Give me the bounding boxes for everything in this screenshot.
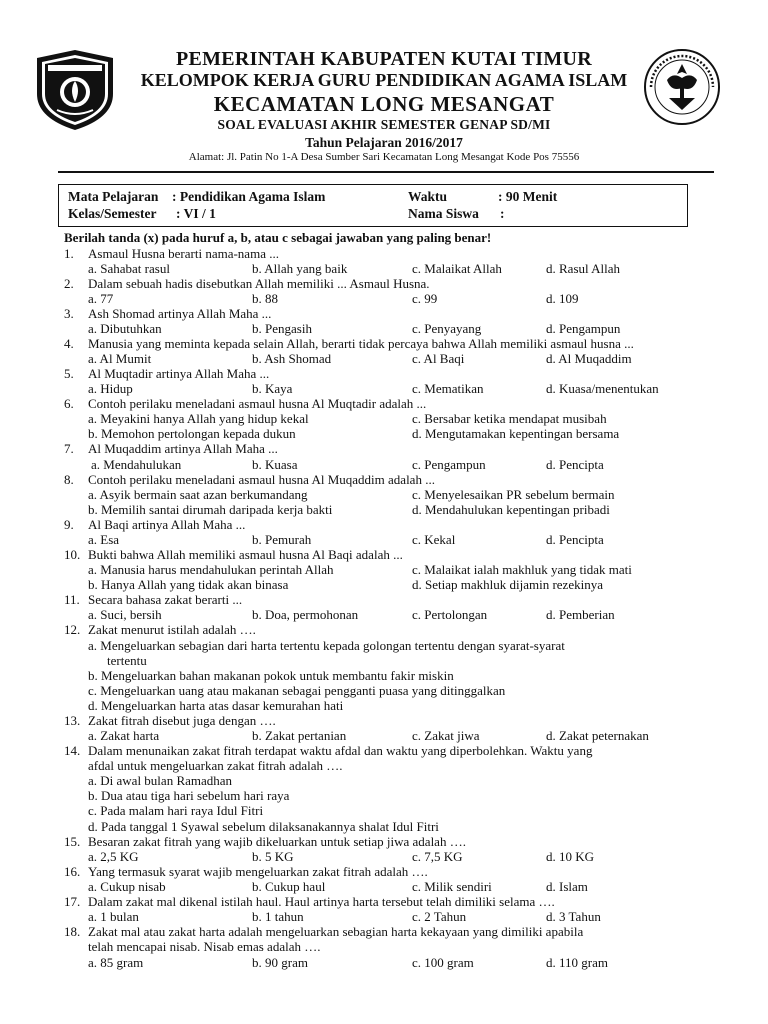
option-a: a. Di awal bulan Ramadhan (88, 773, 233, 788)
option-d: d. 109 (546, 291, 579, 306)
option-d: d. 3 Tahun (546, 909, 601, 924)
address: Alamat: Jl. Patin No 1-A Desa Sumber Sari Kecamatan Long Mesangat Kode Pos 75556 (188, 151, 580, 163)
option-a: a. Manusia harus mendahulukan perintah Allah (88, 562, 334, 577)
question-text: Contoh perilaku meneladani asmaul husna Al Muqtadir adalah ... (88, 396, 427, 411)
academic-year: Tahun Pelajaran 2016/2017 (305, 135, 463, 150)
question-number: 2. (64, 276, 74, 291)
option-d: d. 110 gram (546, 955, 608, 970)
option-d: d. Islam (546, 879, 588, 894)
question-text: Secara bahasa zakat berarti ... (88, 592, 243, 607)
option-c: c. Menyelesaikan PR sebelum bermain (412, 487, 615, 502)
question-text: Manusia yang meminta kepada selain Allah, berarti tidak percaya bahwa Allah memiliki asmaul husna ... (88, 336, 634, 351)
question-text: Dalam zakat mal dikenal istilah haul. Haul artinya harta tersebut telah dimiliki selama …. (88, 894, 555, 909)
option-a: a. Suci, bersih (88, 607, 162, 622)
option-b: b. Allah yang baik (252, 261, 348, 276)
question-text: Zakat fitrah disebut juga dengan …. (88, 713, 276, 728)
question-text: afdal untuk mengeluarkan zakat fitrah adalah …. (88, 758, 343, 773)
option-d: d. Setiap makhluk dijamin rezekinya (412, 577, 603, 592)
question-text: Dalam sebuah hadis disebutkan Allah memiliki ... Asmaul Husna. (88, 276, 430, 291)
option-b: b. Hanya Allah yang tidak akan binasa (88, 577, 289, 592)
option-a: a. Zakat harta (88, 728, 160, 743)
question-number: 3. (64, 306, 74, 321)
question-number: 11. (64, 592, 80, 607)
option-c: c. Malaikat ialah makhluk yang tidak mati (412, 562, 632, 577)
option-b: b. Memohon pertolongan kepada dukun (88, 426, 296, 441)
question-number: 1. (64, 246, 74, 261)
option-b: b. Cukup haul (252, 879, 326, 894)
question-text: Zakat menurut istilah adalah …. (88, 622, 256, 637)
option-b: b. Zakat pertanian (252, 728, 347, 743)
option-b: b. Kuasa (252, 457, 298, 472)
option-a: a. Mengeluarkan sebagian dari harta tertentu kepada golongan tertentu dengan syarat-syarat (88, 638, 565, 653)
header-divider (58, 171, 714, 173)
option-a: a. 2,5 KG (88, 849, 139, 864)
option-d: d. Pada tanggal 1 Syawal sebelum dilaksanakannya shalat Idul Fitri (88, 819, 439, 834)
option-c: c. Milik sendiri (412, 879, 492, 894)
option-a: a. Meyakini hanya Allah yang hidup kekal (88, 411, 309, 426)
question-text: telah mencapai nisab. Nisab emas adalah …. (88, 939, 321, 954)
option-c: c. 99 (412, 291, 438, 306)
question-number: 10. (64, 547, 81, 562)
option-a: a. 85 gram (88, 955, 144, 970)
question-number: 15. (64, 834, 81, 849)
header-district: KECAMATAN LONG MESANGAT (213, 92, 555, 116)
option-d: d. Rasul Allah (546, 261, 621, 276)
name-label: Nama Siswa (408, 206, 479, 221)
option-a: a. Asyik bermain saat azan berkumandang (88, 487, 308, 502)
question-text: Al Muqaddim artinya Allah Maha ... (88, 441, 278, 456)
option-c: c. Al Baqi (412, 351, 465, 366)
option-b: b. Memilih santai dirumah daripada kerja bakti (88, 502, 333, 517)
option-a: a. 1 bulan (88, 909, 139, 924)
option-a: a. Dibutuhkan (88, 321, 162, 336)
option-b: b. Doa, permohonan (252, 607, 359, 622)
question-number: 13. (64, 713, 81, 728)
question-text: Ash Shomad artinya Allah Maha ... (88, 306, 272, 321)
question-text: Bukti bahwa Allah memiliki asmaul husna Al Baqi adalah ... (88, 547, 403, 562)
question-number: 6. (64, 396, 74, 411)
option-c: c. Mengeluarkan uang atau makanan sebagai pengganti puasa yang ditinggalkan (88, 683, 506, 698)
option-c: c. 100 gram (412, 955, 474, 970)
option-c: c. Mematikan (412, 381, 484, 396)
option-d: d. Pencipta (546, 457, 604, 472)
option-b: b. Kaya (252, 381, 293, 396)
option-b: b. 1 tahun (252, 909, 304, 924)
class-value: : VI / 1 (176, 206, 216, 221)
instruction: Berilah tanda (x) pada huruf a, b, atau c sebagai jawaban yang paling benar! (64, 230, 492, 245)
question-number: 5. (64, 366, 74, 381)
question-text: Contoh perilaku meneladani asmaul husna Al Muqaddim adalah ... (88, 472, 435, 487)
option-d: d. Pemberian (546, 607, 615, 622)
time-label: Waktu (408, 189, 448, 204)
question-number: 12. (64, 622, 81, 637)
option-a: a. 77 (88, 291, 114, 306)
option-c: c. Kekal (412, 532, 456, 547)
question-number: 16. (64, 864, 81, 879)
option-d: d. Mengutamakan kepentingan bersama (412, 426, 620, 441)
option-c: c. Malaikat Allah (412, 261, 502, 276)
question-text: Besaran zakat fitrah yang wajib dikeluarkan untuk setiap jiwa adalah …. (88, 834, 466, 849)
option-c: c. Bersabar ketika mendapat musibah (412, 411, 607, 426)
option-d: d. Al Muqaddim (546, 351, 632, 366)
question-number: 18. (64, 924, 81, 939)
option-d: d. Mengeluarkan harta atas dasar kemurahan hati (88, 698, 344, 713)
option-b: b. Pemurah (252, 532, 312, 547)
option-d: d. Pengampun (546, 321, 621, 336)
option-b: b. 90 gram (252, 955, 308, 970)
question-number: 9. (64, 517, 74, 532)
time-value: : 90 Menit (498, 189, 558, 204)
exam-title: SOAL EVALUASI AKHIR SEMESTER GENAP SD/MI (217, 117, 551, 132)
header-title: PEMERINTAH KABUPATEN KUTAI TIMUR (175, 48, 593, 70)
question-number: 14. (64, 743, 81, 758)
option-b: b. Mengeluarkan bahan makanan pokok untuk membantu fakir miskin (88, 668, 454, 683)
option-a: a. Cukup nisab (88, 879, 166, 894)
question-number: 4. (64, 336, 74, 351)
option-d: d. Pencipta (546, 532, 604, 547)
question-text: Asmaul Husna berarti nama-nama ... (88, 246, 279, 261)
question-number: 7. (64, 441, 74, 456)
option-b: b. Dua atau tiga hari sebelum hari raya (88, 788, 290, 803)
option-c: c. Penyayang (412, 321, 482, 336)
option-a-continued: tertentu (107, 653, 147, 668)
header-group-name: KELOMPOK KERJA GURU PENDIDIKAN AGAMA ISLAM (140, 70, 628, 90)
option-c: c. Zakat jiwa (412, 728, 480, 743)
question-text: Zakat mal atau zakat harta adalah mengeluarkan sebagian harta kekayaan yang dimiliki apabila (88, 924, 584, 939)
question-number: 17. (64, 894, 81, 909)
option-c: c. Pertolongan (412, 607, 488, 622)
option-d: d. 10 KG (546, 849, 595, 864)
option-b: b. 5 KG (252, 849, 294, 864)
question-text: Al Baqi artinya Allah Maha ... (88, 517, 246, 532)
option-d: d. Zakat peternakan (546, 728, 649, 743)
question-text: Yang termasuk syarat wajib mengeluarkan zakat fitrah adalah …. (88, 864, 428, 879)
option-c: c. Pengampun (412, 457, 486, 472)
option-a: a. Mendahulukan (91, 457, 182, 472)
option-c: c. 7,5 KG (412, 849, 463, 864)
option-b: b. Ash Shomad (252, 351, 332, 366)
class-label: Kelas/Semester (68, 206, 157, 221)
option-d: d. Mendahulukan kepentingan pribadi (412, 502, 610, 517)
option-a: a. Esa (88, 532, 120, 547)
option-a: a. Hidup (88, 381, 133, 396)
question-number: 8. (64, 472, 74, 487)
option-c: c. 2 Tahun (412, 909, 467, 924)
subject-value: : Pendidikan Agama Islam (172, 189, 326, 204)
option-d: d. Kuasa/menentukan (546, 381, 659, 396)
option-a: a. Al Mumit (88, 351, 152, 366)
subject-label: Mata Pelajaran (68, 189, 159, 204)
option-c: c. Pada malam hari raya Idul Fitri (88, 803, 264, 818)
option-b: b. Pengasih (252, 321, 312, 336)
option-b: b. 88 (252, 291, 278, 306)
question-text: Dalam menunaikan zakat fitrah terdapat waktu afdal dan waktu yang diperbolehkan. Waktu yang (88, 743, 593, 758)
question-text: Al Muqtadir artinya Allah Maha ... (88, 366, 270, 381)
option-a: a. Sahabat rasul (88, 261, 170, 276)
name-value: : (500, 206, 505, 221)
